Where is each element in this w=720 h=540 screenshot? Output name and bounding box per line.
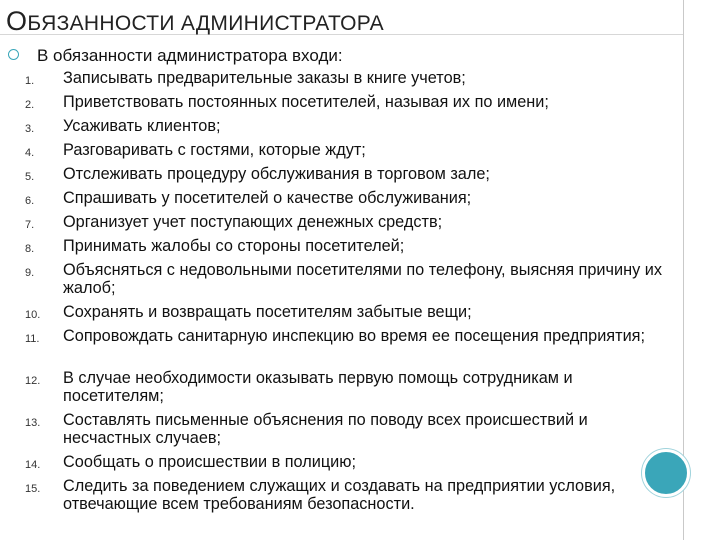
item-number: 12. [25, 375, 41, 387]
item-text: Сохранять и возвращать посетителям забытые вещи; [63, 303, 472, 321]
slide-frame-right [683, 0, 720, 540]
item-number: 2. [25, 99, 35, 111]
item-number: 1. [25, 75, 35, 87]
list-item [0, 189, 683, 213]
item-text: Сопровождать санитарную инспекцию во время ее посещения предприятия; [63, 327, 646, 345]
intro-line [8, 46, 343, 66]
item-number: 13. [25, 417, 41, 429]
list-item [0, 69, 683, 93]
item-text: Усаживать клиентов; [63, 117, 221, 135]
title-first-letter: О [6, 6, 28, 36]
list-item [0, 303, 683, 327]
item-number: 14. [25, 459, 41, 471]
item-number: 9. [25, 267, 35, 279]
item-text: Разговаривать с гостями, которые ждут; [63, 141, 366, 159]
title-rest: БЯЗАННОСТИ АДМИНИСТРАТОРА [27, 12, 384, 35]
item-text: Организует учет поступающих денежных средств; [63, 213, 443, 231]
decorative-circle-icon [642, 449, 690, 497]
item-number: 8. [25, 243, 35, 255]
item-text: Приветствовать постоянных посетителей, называя их по имени; [63, 93, 549, 111]
item-text: Объясняться с недовольными посетителями по телефону, выясняя причину их жалоб; [63, 261, 662, 297]
item-number: 15. [25, 483, 41, 495]
item-number: 10. [25, 309, 41, 321]
item-text: В случае необходимости оказывать первую помощь сотрудникам и посетителям; [63, 369, 573, 405]
item-text: Следить за поведением служащих и создавать на предприятии условия, отвечающие всем требованиям безопасности. [63, 477, 616, 513]
item-text: Спрашивать у посетителей о качестве обслуживания; [63, 189, 472, 207]
intro-text: В обязанности администратора входи: [37, 46, 343, 65]
list-item [0, 165, 683, 189]
list-item [0, 411, 683, 453]
item-text: Отслеживать процедуру обслуживания в торговом зале; [63, 165, 490, 183]
item-number: 4. [25, 147, 35, 159]
item-number: 3. [25, 123, 35, 135]
slide-title [6, 6, 384, 37]
list-item [0, 453, 683, 477]
item-number: 11. [25, 333, 40, 345]
list-item [0, 369, 683, 411]
item-text: Записывать предварительные заказы в книге учетов; [63, 69, 466, 87]
list-item [0, 213, 683, 237]
item-text: Составлять письменные объяснения по поводу всех происшествий и несчастных случаев; [63, 411, 588, 447]
list-item [0, 237, 683, 261]
list-item [0, 141, 683, 165]
list-item [0, 261, 683, 303]
list-item [0, 327, 683, 369]
list-item [0, 93, 683, 117]
item-text: Принимать жалобы со стороны посетителей; [63, 237, 405, 255]
item-number: 5. [25, 171, 35, 183]
item-number: 6. [25, 195, 35, 207]
item-text: Сообщать о происшествии в полицию; [63, 453, 356, 471]
list-item [0, 477, 683, 519]
item-number: 7. [25, 219, 35, 231]
duties-list [0, 69, 683, 519]
circle-bullet-icon [8, 49, 19, 60]
list-item [0, 117, 683, 141]
